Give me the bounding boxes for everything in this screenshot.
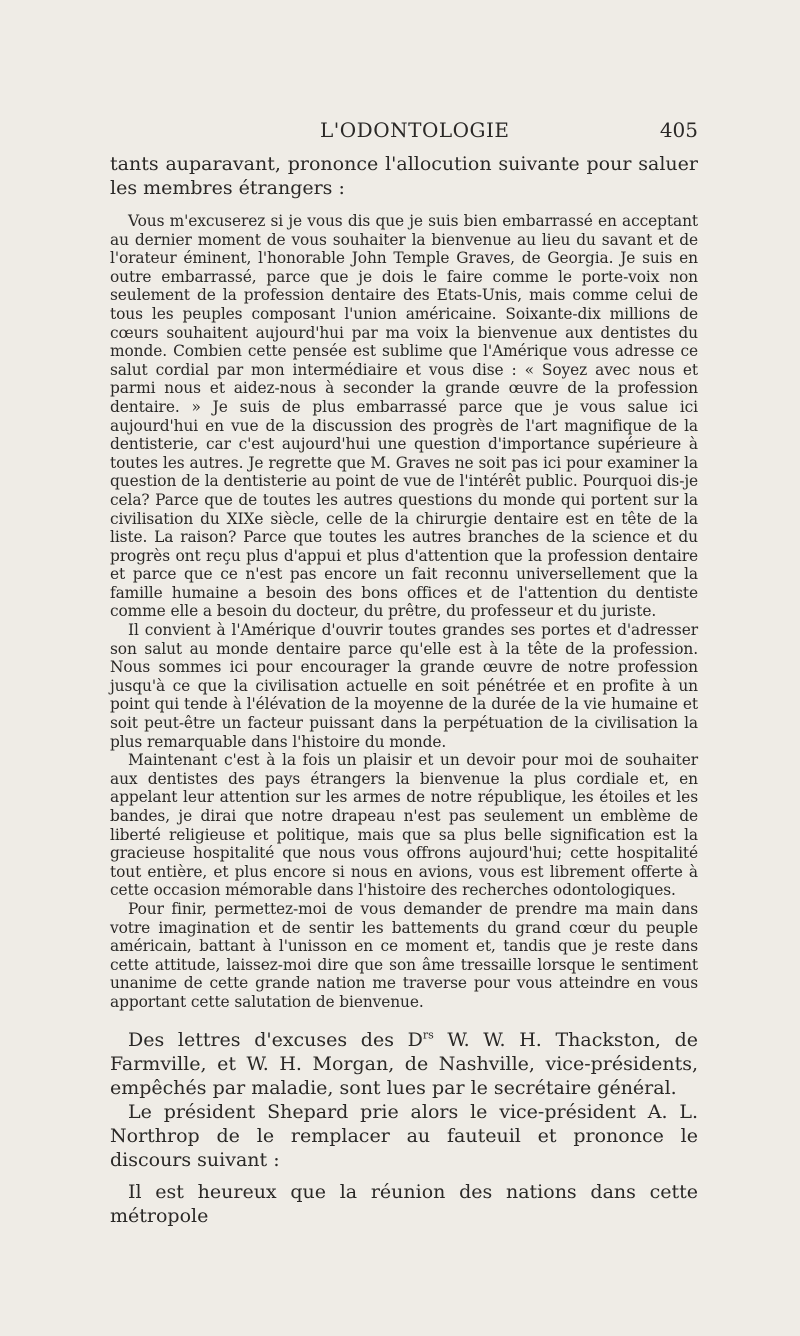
opening-paragraph: tants auparavant, prononce l'allocution suivante pour saluer les membres étrangers : bbox=[110, 153, 698, 199]
page-header bbox=[108, 118, 698, 148]
excuses-superscript: rs bbox=[422, 1028, 434, 1042]
excuses-text-start: Des lettres d'excuses des D bbox=[128, 1028, 423, 1051]
excuses-paragraph bbox=[110, 1028, 698, 1100]
speech-paragraph-4: Pour finir, permettez-moi de vous demander de prendre ma main dans votre imagination et de sentir les battements du grand cœur du peuple américain, battant à l'unisson en ce moment et, tandis que je reste dans cette attitude, laissez-moi dire que son âme tressaille lorsque le sentiment unanime de cette grande nation me traverse pour vous atteindre en vous apportant cette salutation de bienvenue. bbox=[110, 899, 698, 1011]
closing-line: Il est heureux que la réunion des nations dans cette métropole bbox=[110, 1180, 698, 1227]
page-body bbox=[110, 152, 698, 1228]
running-title: L'ODONTOLOGIE bbox=[320, 118, 510, 142]
excuses-text-end: W. W. H. Thackston, de Farmville, et W. H. Morgan, de Nashville, vice-présidents, empêchés par maladie, sont lues par le secrétaire général. bbox=[110, 1028, 699, 1099]
page-number: 405 bbox=[659, 118, 698, 142]
shepard-paragraph: Le président Shepard prie alors le vice-président A. L. Northrop de le remplacer au fauteuil et prononce le discours suivant : bbox=[110, 1100, 698, 1171]
speech-paragraph-3: Maintenant c'est à la fois un plaisir et un devoir pour moi de souhaiter aux dentistes des pays étrangers la bienvenue la plus cordiale et, en appelant leur attention sur les armes de notre république, les étoiles et les bandes, je dirai que notre drapeau n'est pas seulement un emblème de liberté religieuse et politique, mais que sa plus belle signification est la gracieuse hospitalité que nous vous offrons aujourd'hui; cette hospitalité tout entière, et plus encore si nous en avions, vous est librement offerte à cette occasion mémorable dans l'histoire des recherches odontologiques. bbox=[110, 751, 698, 900]
speech-paragraph-1: Vous m'excuserez si je vous dis que je suis bien embarrassé en acceptant au dernier moment de vous souhaiter la bienvenue au lieu du savant et de l'orateur éminent, l'honorable John Temple Graves, de Georgia. Je suis en outre embarrassé, parce que je dois le faire comme le porte-voix non seulement de la profession dentaire des Etats-Unis, mais comme celui de tous les peuples composant l'union américaine. Soixante-dix millions de cœurs souhaitent aujourd'hui par ma voix la bienvenue aux dentistes du monde. Combien cette pensée est sublime que l'Amérique vous adresse ce salut cordial par mon intermédiaire et vous dise : « Soyez avec nous et parmi nous et aidez-nous à seconder la grande œuvre de la profession dentaire. » Je suis de plus embarrassé parce que je vous salue ici aujourd'hui en vue de la discussion des progrès de l'art magnifique de la dentisterie, car c'est aujourd'hui une question d'importance supérieure à toutes les autres. Je regrette que M. Graves ne soit pas ici pour examiner la question de la dentisterie au point de vue de l'intérêt public. Pourquoi dis-je cela? Parce que de toutes les autres questions du monde qui portent sur la civilisation du XIXe siècle, celle de la chirurgie dentaire est en tête de la liste. La raison? Parce que toutes les autres branches de la science et du progrès ont reçu plus d'appui et plus d'attention que la profession dentaire et parce que ce n'est pas encore un fait reconnu universellement que la famille humaine a besoin des bons offices et de l'attention du dentiste comme elle a besoin du docteur, du prêtre, du professeur et du juriste. bbox=[110, 212, 698, 621]
speech-paragraph-2: Il convient à l'Amérique d'ouvrir toutes grandes ses portes et d'adresser son salut au monde dentaire parce qu'elle est à la tête de la profession. Nous sommes ici pour encourager la grande œuvre de notre profession jusqu'à ce que la civilisation actuelle en soit pénétrée et en profite à un point qui tende à l'élévation de la moyenne de la durée de la vie humaine et soit peut-être un facteur puissant dans la perpétuation de la civilisation la plus remarquable dans l'histoire du monde. bbox=[110, 621, 698, 751]
